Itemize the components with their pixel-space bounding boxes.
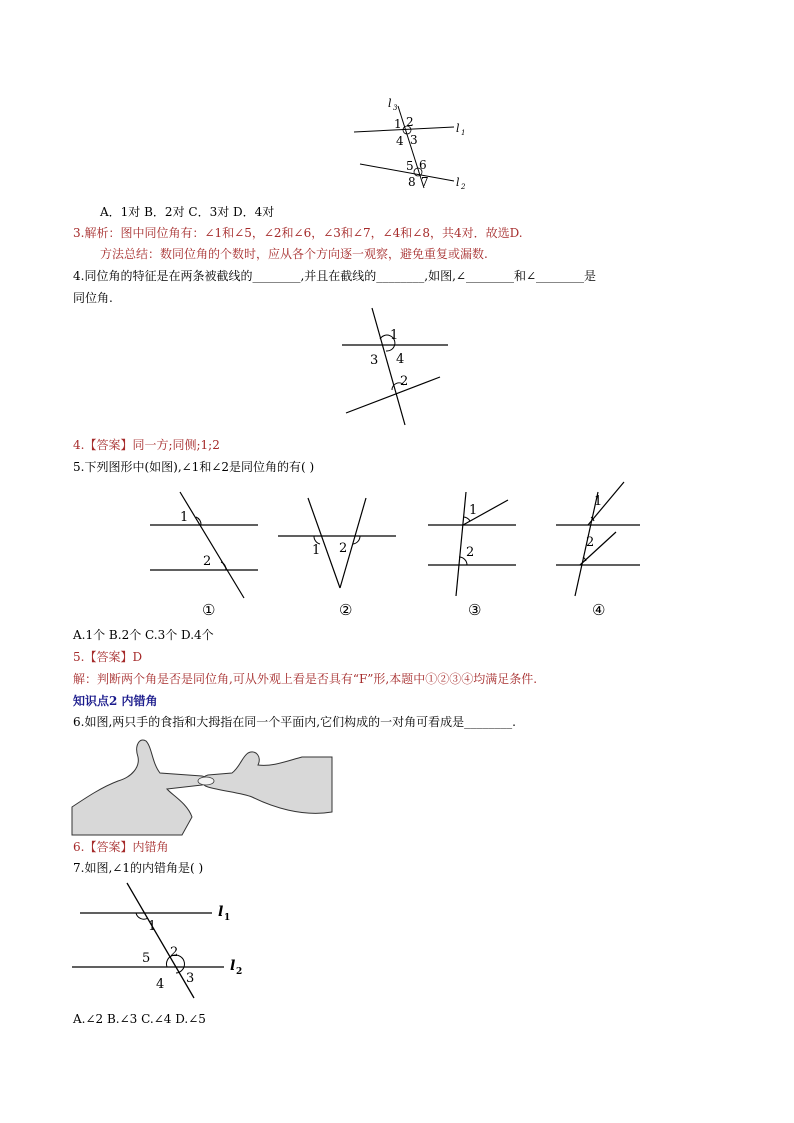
label-l3: l — [388, 97, 392, 110]
q3-solution: 3.解析：图中同位角有：∠1和∠5，∠2和∠6，∠3和∠7，∠4和∠8，共4对．故选D. — [73, 226, 523, 240]
svg-text:2: 2 — [170, 945, 179, 960]
svg-text:2: 2 — [400, 374, 409, 389]
q5-options: A.1个 B.2个 C.3个 D.4个 — [73, 628, 214, 642]
q3-method: 方法总结：数同位角的个数时，应从各个方向逐一观察，避免重复或漏数. — [100, 247, 488, 261]
q5-question: 5.下列图形中(如图),∠1和∠2是同位角的有( ) — [73, 460, 315, 474]
q5-figure-2 — [278, 498, 396, 619]
q5-solution: 解：判断两个角是否是同位角,可从外观上看是否具有“F”形,本题中①②③④均满足条件. — [73, 672, 538, 686]
svg-text:3: 3 — [410, 133, 418, 147]
svg-text:2: 2 — [586, 535, 595, 550]
figure-q3-transversal — [340, 96, 480, 196]
svg-text:③: ③ — [468, 601, 482, 619]
svg-text:1: 1 — [394, 117, 402, 131]
q7-question: 7.如图,∠1的内错角是( ) — [73, 861, 204, 875]
svg-text:2: 2 — [406, 115, 414, 129]
label-l1: l — [456, 122, 460, 135]
label-l2: l — [456, 176, 460, 189]
svg-text:3: 3 — [393, 104, 398, 112]
svg-text:1: 1 — [390, 328, 399, 343]
q5-answer: 5.【答案】D — [73, 650, 143, 664]
svg-text:4: 4 — [396, 134, 404, 148]
section-2-title: 知识点2 内错角 — [73, 694, 158, 708]
svg-text:5: 5 — [142, 951, 151, 966]
svg-text:2: 2 — [339, 541, 348, 556]
svg-text:8: 8 — [408, 175, 416, 189]
svg-text:1: 1 — [312, 543, 321, 558]
q4-question: 4.同位角的特征是在两条被截线的________,并且在截线的________,如图,∠________和∠________是 — [73, 269, 597, 283]
q6-answer: 6.【答案】内错角 — [73, 840, 169, 854]
label-l1: l — [218, 904, 224, 920]
svg-text:1: 1 — [180, 510, 189, 525]
q3-options: A．1对 B．2对 C．3对 D．4对 — [100, 205, 275, 219]
svg-text:2: 2 — [203, 554, 212, 569]
svg-text:5: 5 — [406, 159, 414, 173]
svg-text:4: 4 — [396, 352, 405, 367]
svg-text:②: ② — [339, 601, 353, 619]
svg-text:1: 1 — [461, 129, 466, 137]
svg-text:2: 2 — [236, 967, 243, 977]
svg-text:1: 1 — [469, 503, 478, 518]
q5-figure-4 — [556, 482, 640, 619]
svg-text:4: 4 — [156, 977, 165, 992]
q7-options: A.∠2 B.∠3 C.∠4 D.∠5 — [73, 1012, 206, 1026]
svg-text:3: 3 — [370, 353, 379, 368]
svg-text:④: ④ — [592, 601, 606, 619]
svg-text:1: 1 — [148, 919, 157, 934]
q4-question-cont: 同位角. — [73, 291, 113, 305]
svg-text:6: 6 — [419, 158, 427, 172]
figure-q4 — [340, 305, 460, 435]
svg-text:2: 2 — [466, 545, 475, 560]
q5-figure-1 — [150, 492, 258, 619]
svg-text:3: 3 — [186, 971, 195, 986]
svg-text:①: ① — [202, 601, 216, 619]
svg-text:7: 7 — [421, 175, 429, 189]
q5-figure-3 — [428, 492, 516, 619]
svg-text:1: 1 — [594, 494, 603, 509]
q4-answer: 4.【答案】同一方;同侧;1;2 — [73, 438, 220, 452]
svg-text:1: 1 — [224, 913, 231, 923]
q6-question: 6.如图,两只手的食指和大拇指在同一个平面内,它们构成的一对角可看成是________. — [73, 715, 516, 729]
hands-image — [72, 737, 332, 835]
label-l2: l — [230, 958, 236, 974]
figure-q7 — [72, 878, 262, 1003]
svg-text:2: 2 — [461, 183, 466, 191]
figure-q5 — [140, 488, 650, 623]
